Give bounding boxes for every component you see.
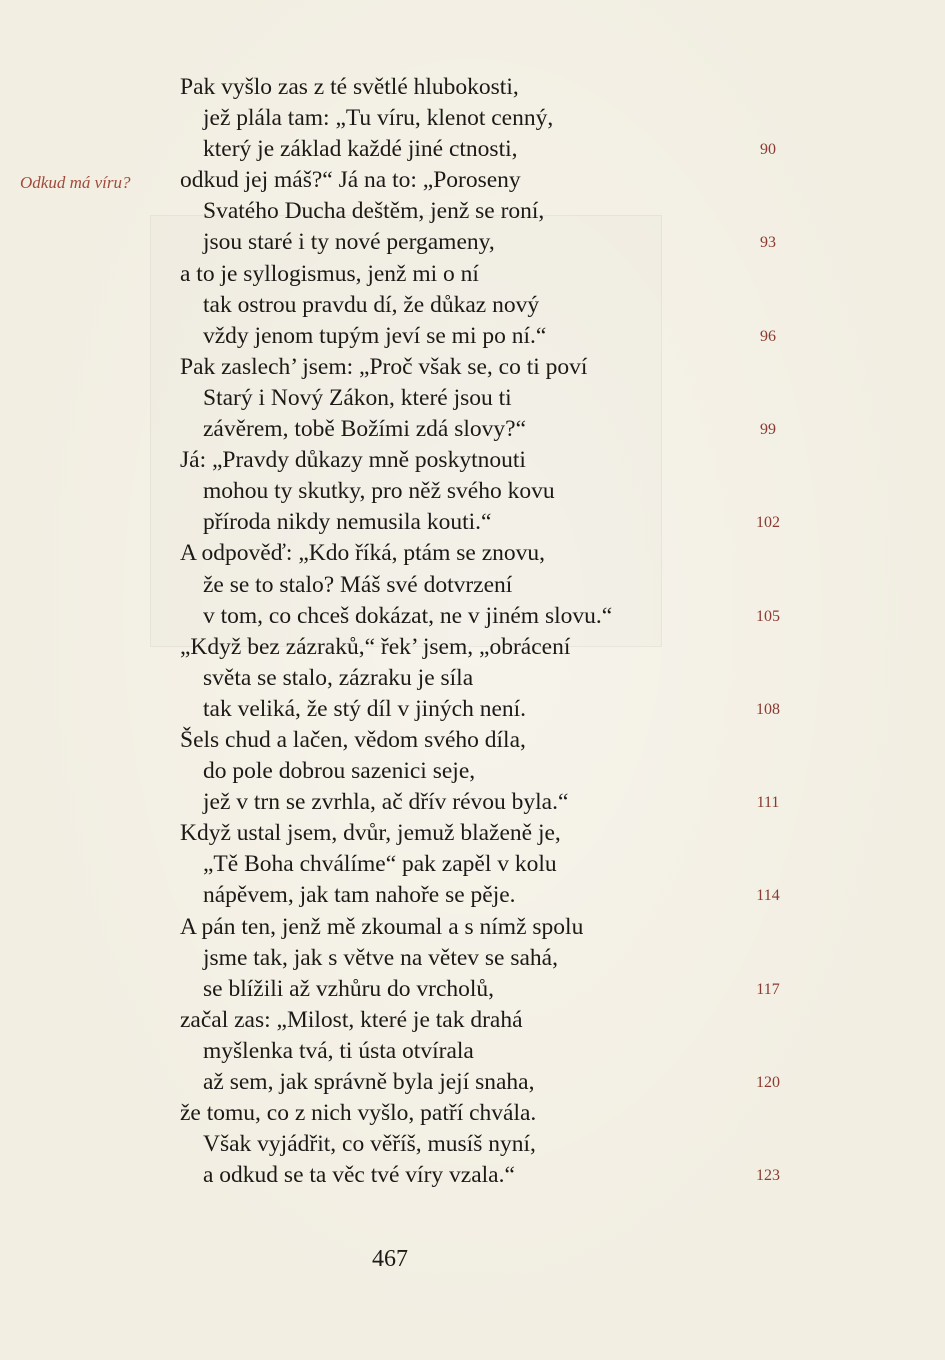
verse-text: Starý i Nový Zákon, které jsou ti [203, 384, 512, 411]
verse-text: se blížili až vzhůru do vrcholů, [203, 975, 495, 1002]
verse-line [0, 72, 945, 103]
verse-line [0, 165, 945, 196]
line-number: 117 [756, 980, 780, 998]
verse-line [0, 849, 945, 880]
verse-text: v tom, co chceš dokázat, ne v jiném slovu.“ [203, 602, 613, 629]
line-number: 102 [756, 514, 780, 532]
verse-text: Já: „Pravdy důkazy mně poskytnouti [180, 447, 526, 474]
line-number: 120 [756, 1074, 780, 1091]
verse-text: „Tě Boha chválíme“ pak zapěl v kolu [203, 851, 557, 878]
verse-text: tak veliká, že stý díl v jiných není. [203, 695, 527, 722]
margin-note: Odkud má víru? [20, 173, 131, 192]
verse-line [0, 290, 945, 321]
verse-text: nápěvem, jak tam nahoře se pěje. [203, 882, 516, 909]
verse-line [0, 103, 945, 134]
verse-text: „Když bez zázraků,“ řek’ jsem, „obrácení [180, 633, 571, 660]
verse-text: jsou staré i ty nové pergameny, [203, 229, 495, 256]
verse-text: světa se stalo, zázraku je síla [203, 664, 474, 691]
verse-text: začal zas: „Milost, které je tak drahá [180, 1006, 523, 1033]
verse-text: myšlenka tvá, ti ústa otvírala [203, 1037, 474, 1064]
verse-line [0, 1005, 945, 1036]
verse-line [0, 1036, 945, 1067]
line-number: 96 [760, 327, 776, 345]
verse-text: do pole dobrou sazenici seje, [203, 758, 476, 785]
verse-line [0, 1129, 945, 1160]
verse-line [0, 632, 945, 663]
verse-text: jež v trn se zvrhla, ač dřív révou byla.“ [203, 789, 569, 816]
page-number: 467 [372, 1246, 408, 1272]
verse-text: Svatého Ducha deštěm, jenž se roní, [203, 198, 545, 225]
verse-line [0, 974, 945, 1005]
line-number: 111 [756, 794, 780, 812]
verse-line [0, 725, 945, 756]
verse-text: příroda nikdy nemusila kouti.“ [203, 509, 492, 536]
verse-line [0, 570, 945, 601]
verse-text: tak ostrou pravdu dí, že důkaz nový [203, 291, 540, 318]
verse-text: že tomu, co z nich vyšlo, patří chvála. [180, 1100, 537, 1127]
verse-line [0, 227, 945, 258]
verse-text: Šels chud a lačen, vědom svého díla, [180, 726, 526, 753]
verse-text: A pán ten, jenž mě zkoumal a s nímž spolu [180, 913, 584, 940]
verse-line [0, 818, 945, 849]
verse-line [0, 756, 945, 787]
verse-line [0, 912, 945, 943]
verse-line [0, 383, 945, 414]
verse-text: že se to stalo? Máš své dotvrzení [203, 571, 513, 598]
verse-line [0, 476, 945, 507]
verse-block [0, 72, 945, 1191]
verse-text: vždy jenom tupým jeví se mi po ní.“ [203, 322, 547, 349]
verse-line [0, 601, 945, 632]
verse-line [0, 321, 945, 352]
verse-line [0, 507, 945, 538]
verse-text: až sem, jak správně byla její snaha, [203, 1069, 535, 1095]
verse-text: Však vyjádřit, co věříš, musíš nyní, [203, 1131, 536, 1158]
verse-text: odkud jej máš?“ Já na to: „Poroseny [180, 167, 521, 194]
verse-line [0, 880, 945, 911]
verse-line [0, 663, 945, 694]
verse-line [0, 538, 945, 569]
line-number: 114 [756, 887, 780, 905]
verse-text: a to je syllogismus, jenž mi o ní [180, 260, 479, 287]
verse-line [0, 1098, 945, 1129]
verse-text: A odpověď: „Kdo říká, ptám se znovu, [180, 540, 546, 567]
verse-text: Pak vyšlo zas z té světlé hlubokosti, [180, 74, 519, 100]
verse-text: mohou ty skutky, pro něž svého kovu [203, 478, 555, 505]
line-number: 93 [760, 234, 776, 252]
verse-text: jež plála tam: „Tu víru, klenot cenný, [203, 105, 554, 132]
line-number: 123 [756, 1167, 780, 1185]
verse-text: Pak zaslech’ jsem: „Proč však se, co ti poví [180, 353, 588, 380]
verse-text: závěrem, tobě Božími zdá slovy?“ [203, 416, 526, 443]
verse-line [0, 787, 945, 818]
line-number: 90 [760, 141, 776, 159]
line-number: 108 [756, 700, 780, 718]
verse-line [0, 694, 945, 725]
verse-line [0, 1067, 945, 1098]
verse-line [0, 943, 945, 974]
verse-text: jsme tak, jak s větve na větev se sahá, [203, 944, 558, 971]
verse-line [0, 196, 945, 227]
verse-text: který je základ každé jiné ctnosti, [203, 136, 518, 163]
verse-line [0, 134, 945, 165]
verse-text: Když ustal jsem, dvůr, jemuž blaženě je, [180, 820, 561, 847]
line-number: 99 [760, 421, 776, 439]
verse-line [0, 1160, 945, 1191]
verse-line [0, 259, 945, 290]
verse-text: a odkud se ta věc tvé víry vzala.“ [203, 1162, 515, 1189]
verse-line [0, 414, 945, 445]
verse-line [0, 445, 945, 476]
line-number: 105 [756, 607, 780, 625]
verse-line [0, 352, 945, 383]
